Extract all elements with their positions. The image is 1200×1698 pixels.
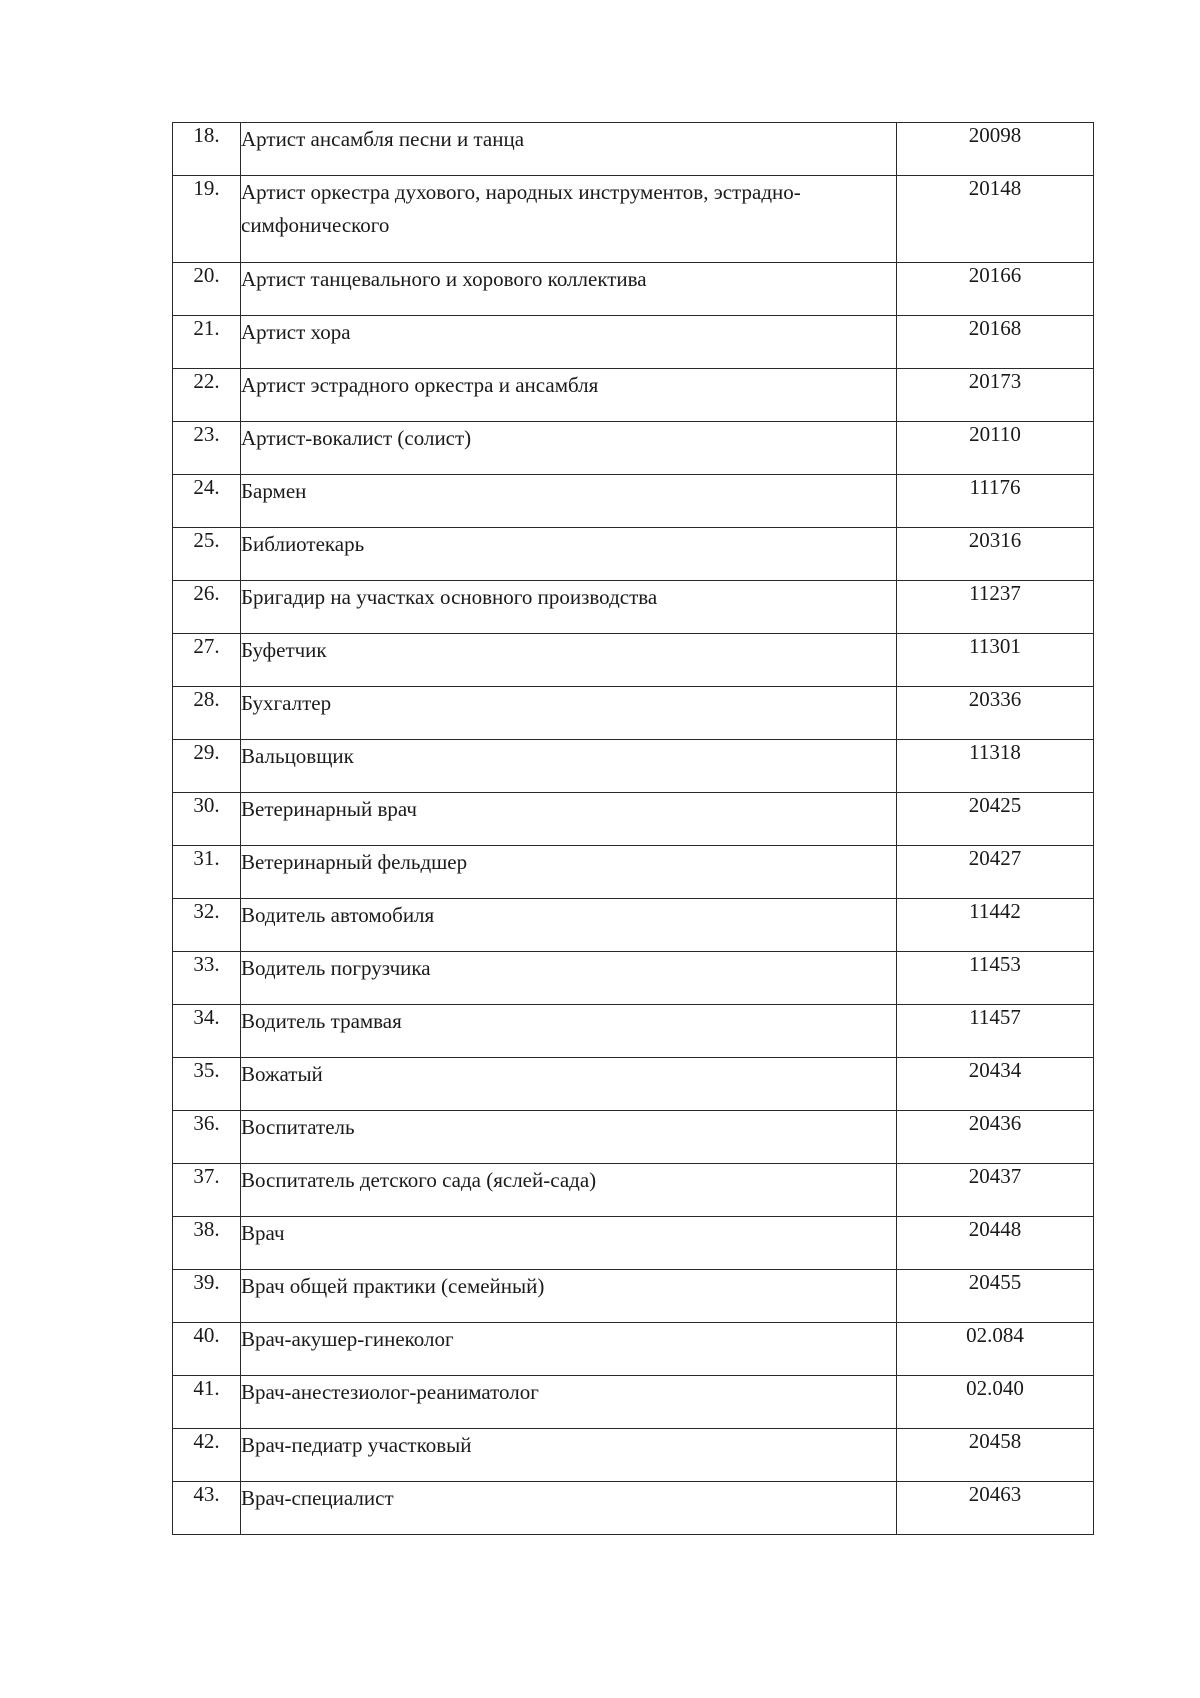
table-row <box>173 1217 1094 1270</box>
profession-name: Ветеринарный фельдшер <box>241 846 897 899</box>
row-number: 39. <box>173 1270 241 1323</box>
table-row <box>173 740 1094 793</box>
profession-code: 11318 <box>897 740 1094 793</box>
table-row <box>173 846 1094 899</box>
profession-table <box>172 122 1094 1535</box>
profession-name: Воспитатель детского сада (яслей-сада) <box>241 1164 897 1217</box>
profession-name: Бармен <box>241 475 897 528</box>
row-number: 29. <box>173 740 241 793</box>
profession-name: Врач-анестезиолог-реаниматолог <box>241 1376 897 1429</box>
profession-name: Врач общей практики (семейный) <box>241 1270 897 1323</box>
row-number: 43. <box>173 1482 241 1535</box>
profession-name: Артист-вокалист (солист) <box>241 422 897 475</box>
profession-code: 20463 <box>897 1482 1094 1535</box>
table-row <box>173 687 1094 740</box>
row-number: 30. <box>173 793 241 846</box>
profession-name: Врач <box>241 1217 897 1270</box>
profession-code: 20173 <box>897 369 1094 422</box>
profession-code: 11442 <box>897 899 1094 952</box>
table-row <box>173 528 1094 581</box>
profession-code: 20336 <box>897 687 1094 740</box>
profession-name: Вожатый <box>241 1058 897 1111</box>
profession-code: 20316 <box>897 528 1094 581</box>
table-row <box>173 581 1094 634</box>
row-number: 40. <box>173 1323 241 1376</box>
table-row <box>173 1323 1094 1376</box>
row-number: 19. <box>173 176 241 263</box>
profession-name: Бухгалтер <box>241 687 897 740</box>
table-row <box>173 263 1094 316</box>
profession-code: 11237 <box>897 581 1094 634</box>
profession-name: Артист танцевального и хорового коллектива <box>241 263 897 316</box>
row-number: 18. <box>173 123 241 176</box>
profession-name: Артист эстрадного оркестра и ансамбля <box>241 369 897 422</box>
profession-code: 20427 <box>897 846 1094 899</box>
row-number: 27. <box>173 634 241 687</box>
table-row <box>173 316 1094 369</box>
profession-name: Ветеринарный врач <box>241 793 897 846</box>
table-row <box>173 1429 1094 1482</box>
profession-code: 20448 <box>897 1217 1094 1270</box>
profession-name: Буфетчик <box>241 634 897 687</box>
profession-code: 11457 <box>897 1005 1094 1058</box>
table-row <box>173 1270 1094 1323</box>
table-row <box>173 1376 1094 1429</box>
profession-code: 20458 <box>897 1429 1094 1482</box>
row-number: 25. <box>173 528 241 581</box>
table-row <box>173 422 1094 475</box>
profession-name: Водитель погрузчика <box>241 952 897 1005</box>
profession-code: 11176 <box>897 475 1094 528</box>
profession-code: 20455 <box>897 1270 1094 1323</box>
table-body <box>173 123 1094 1535</box>
table-row <box>173 899 1094 952</box>
row-number: 22. <box>173 369 241 422</box>
table-row <box>173 1482 1094 1535</box>
table-row <box>173 1111 1094 1164</box>
profession-name: Бригадир на участках основного производства <box>241 581 897 634</box>
profession-code: 20425 <box>897 793 1094 846</box>
row-number: 33. <box>173 952 241 1005</box>
profession-name: Артист хора <box>241 316 897 369</box>
table-row <box>173 176 1094 263</box>
profession-name: Воспитатель <box>241 1111 897 1164</box>
row-number: 34. <box>173 1005 241 1058</box>
profession-name: Артист оркестра духового, народных инструментов, эстрадно-симфонического <box>241 176 897 263</box>
profession-code: 20437 <box>897 1164 1094 1217</box>
profession-code: 20098 <box>897 123 1094 176</box>
row-number: 24. <box>173 475 241 528</box>
profession-code: 20110 <box>897 422 1094 475</box>
row-number: 42. <box>173 1429 241 1482</box>
profession-name: Библиотекарь <box>241 528 897 581</box>
row-number: 38. <box>173 1217 241 1270</box>
row-number: 20. <box>173 263 241 316</box>
row-number: 37. <box>173 1164 241 1217</box>
profession-code: 20168 <box>897 316 1094 369</box>
profession-code: 20166 <box>897 263 1094 316</box>
profession-code: 11301 <box>897 634 1094 687</box>
table-row <box>173 952 1094 1005</box>
profession-code: 20148 <box>897 176 1094 263</box>
profession-code: 02.084 <box>897 1323 1094 1376</box>
profession-name: Водитель автомобиля <box>241 899 897 952</box>
row-number: 26. <box>173 581 241 634</box>
row-number: 28. <box>173 687 241 740</box>
profession-name: Врач-специалист <box>241 1482 897 1535</box>
profession-code: 20436 <box>897 1111 1094 1164</box>
table-row <box>173 1005 1094 1058</box>
row-number: 36. <box>173 1111 241 1164</box>
table-row <box>173 123 1094 176</box>
row-number: 21. <box>173 316 241 369</box>
row-number: 41. <box>173 1376 241 1429</box>
profession-name: Врач-акушер-гинеколог <box>241 1323 897 1376</box>
table-row <box>173 793 1094 846</box>
table-row <box>173 369 1094 422</box>
profession-name: Артист ансамбля песни и танца <box>241 123 897 176</box>
table-row <box>173 1058 1094 1111</box>
row-number: 31. <box>173 846 241 899</box>
row-number: 32. <box>173 899 241 952</box>
profession-code: 02.040 <box>897 1376 1094 1429</box>
profession-name: Вальцовщик <box>241 740 897 793</box>
profession-code: 20434 <box>897 1058 1094 1111</box>
profession-name: Водитель трамвая <box>241 1005 897 1058</box>
table-row <box>173 634 1094 687</box>
profession-code: 11453 <box>897 952 1094 1005</box>
table-row <box>173 475 1094 528</box>
row-number: 23. <box>173 422 241 475</box>
row-number: 35. <box>173 1058 241 1111</box>
profession-name: Врач-педиатр участковый <box>241 1429 897 1482</box>
table-row <box>173 1164 1094 1217</box>
